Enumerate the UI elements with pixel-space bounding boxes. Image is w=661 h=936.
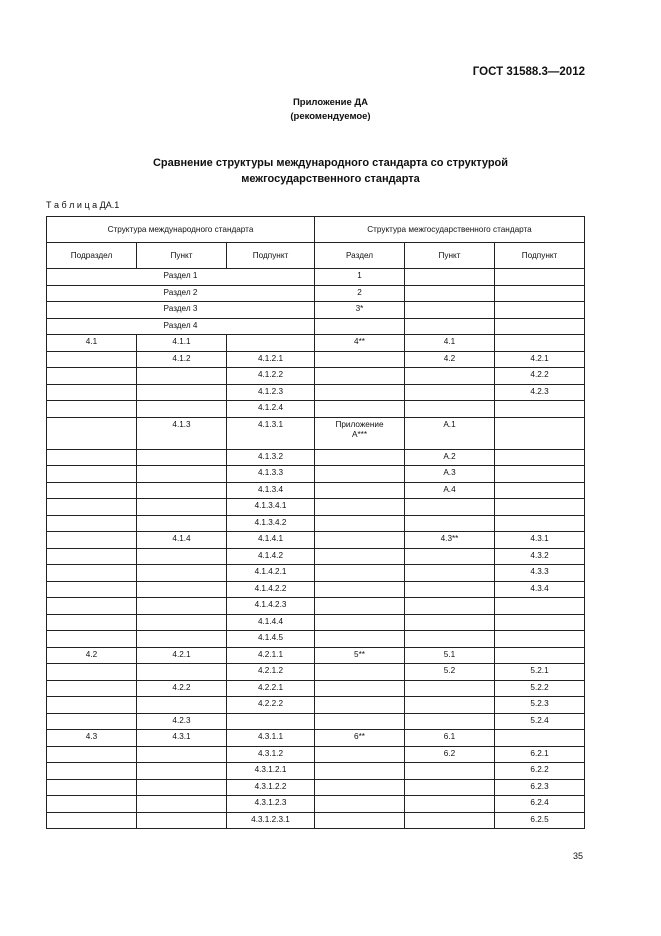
table-row — [47, 466, 585, 483]
table-cell — [47, 515, 137, 532]
table-cell — [137, 368, 227, 385]
annex-heading — [0, 96, 661, 124]
table-cell — [495, 417, 585, 449]
table-cell — [495, 515, 585, 532]
table-cell: 4.3.1.2.3 — [227, 796, 315, 813]
column-header-section: Раздел — [315, 243, 405, 269]
table-row — [47, 730, 585, 747]
table-cell — [137, 565, 227, 582]
table-cell: 4.3.1.1 — [227, 730, 315, 747]
table-row — [47, 763, 585, 780]
table-cell: Приложение А*** — [315, 417, 405, 449]
table-cell — [315, 614, 405, 631]
table-cell: 4.1 — [47, 335, 137, 352]
table-cell — [47, 417, 137, 449]
table-cell: 4.3.2 — [495, 548, 585, 565]
column-header-subclause: Подпункт — [227, 243, 315, 269]
table-cell: 4.1.4.2 — [227, 548, 315, 565]
table-cell: 4.2.2.2 — [227, 697, 315, 714]
table-cell — [47, 368, 137, 385]
table-cell — [315, 697, 405, 714]
table-cell — [47, 565, 137, 582]
table-cell — [405, 581, 495, 598]
table-row — [47, 515, 585, 532]
document-code: ГОСТ 31588.3—2012 — [472, 66, 585, 78]
table-row — [47, 401, 585, 418]
table-cell: 4.3.1.2.1 — [227, 763, 315, 780]
table-cell — [315, 532, 405, 549]
table-cell — [495, 302, 585, 319]
page-title-line-2: межгосударственного стандарта — [241, 173, 420, 185]
table-cell — [47, 763, 137, 780]
table-cell: 4.1.4.2.2 — [227, 581, 315, 598]
column-header-subsection: Подраздел — [47, 243, 137, 269]
table-cell — [495, 614, 585, 631]
table-cell: 5.2.2 — [495, 680, 585, 697]
table-cell — [47, 796, 137, 813]
table-cell — [47, 548, 137, 565]
table-cell — [137, 746, 227, 763]
table-cell: 4.1.2.2 — [227, 368, 315, 385]
table-row — [47, 796, 585, 813]
table-row — [47, 647, 585, 664]
table-cell: 4.2.3 — [137, 713, 227, 730]
table-cell — [137, 763, 227, 780]
table-cell — [315, 680, 405, 697]
table-cell — [405, 285, 495, 302]
table-cell: 4.1 — [405, 335, 495, 352]
annex-subtitle: (рекомендуемое) — [290, 111, 371, 122]
table-cell: 4.3** — [405, 532, 495, 549]
table-cell — [47, 680, 137, 697]
table-cell: 4.2.1 — [495, 351, 585, 368]
page-number: 35 — [572, 851, 583, 861]
table-cell — [47, 351, 137, 368]
table-row — [47, 548, 585, 565]
table-cell — [137, 466, 227, 483]
table-cell — [315, 581, 405, 598]
table-cell — [315, 368, 405, 385]
table-cell: А.2 — [405, 449, 495, 466]
table-cell — [137, 812, 227, 829]
table-cell — [495, 401, 585, 418]
table-cell: 4.2 — [47, 647, 137, 664]
table-cell: 6** — [315, 730, 405, 747]
table-caption: Т а б л и ц а ДА.1 — [46, 200, 120, 210]
table-row — [47, 417, 585, 449]
table-cell: Раздел 4 — [47, 318, 315, 335]
table-cell: 4.1.3 — [137, 417, 227, 449]
table-cell — [495, 285, 585, 302]
table-row — [47, 746, 585, 763]
table-cell — [137, 449, 227, 466]
table-cell — [137, 499, 227, 516]
table-row — [47, 664, 585, 681]
table-cell — [47, 746, 137, 763]
table-cell — [315, 401, 405, 418]
table-cell — [405, 614, 495, 631]
table-cell — [315, 482, 405, 499]
table-cell — [315, 384, 405, 401]
table-cell — [495, 482, 585, 499]
table-cell: 5.1 — [405, 647, 495, 664]
table-cell — [405, 318, 495, 335]
table-cell: 4.1.4 — [137, 532, 227, 549]
table-cell: 6.2.3 — [495, 779, 585, 796]
table-cell — [47, 598, 137, 615]
table-cell — [315, 796, 405, 813]
table-cell: 6.2 — [405, 746, 495, 763]
table-row — [47, 269, 585, 286]
table-row — [47, 598, 585, 615]
table-cell — [227, 713, 315, 730]
table-cell — [47, 581, 137, 598]
table-cell — [315, 565, 405, 582]
table-cell — [405, 384, 495, 401]
table-cell — [405, 713, 495, 730]
table-cell: 4.1.4.4 — [227, 614, 315, 631]
table-cell: 5.2.1 — [495, 664, 585, 681]
table-cell — [227, 335, 315, 352]
table-cell: 4.3.1 — [495, 532, 585, 549]
page-title-line-1: Сравнение структуры международного стандарта со структурой — [152, 157, 509, 169]
table-cell — [137, 515, 227, 532]
table-cell — [47, 631, 137, 648]
table-cell: 4.1.1 — [137, 335, 227, 352]
table-cell — [315, 499, 405, 516]
table-cell: 4.2.2 — [495, 368, 585, 385]
table-cell — [137, 631, 227, 648]
table-cell — [47, 384, 137, 401]
table-cell — [405, 548, 495, 565]
table-cell — [47, 449, 137, 466]
table-cell — [137, 779, 227, 796]
table-cell — [315, 598, 405, 615]
page-title — [0, 155, 661, 187]
table-cell — [495, 631, 585, 648]
table-cell — [137, 482, 227, 499]
table-cell — [405, 565, 495, 582]
table-cell — [315, 812, 405, 829]
table-cell — [137, 614, 227, 631]
table-cell: 6.2.1 — [495, 746, 585, 763]
table-cell — [405, 598, 495, 615]
table-cell — [495, 647, 585, 664]
table-cell — [405, 499, 495, 516]
table-cell: 4.2.2.1 — [227, 680, 315, 697]
table-cell: 4.1.2.1 — [227, 351, 315, 368]
table-cell — [405, 269, 495, 286]
table-cell: 6.2.5 — [495, 812, 585, 829]
table-cell: Раздел 2 — [47, 285, 315, 302]
table-row — [47, 368, 585, 385]
table-cell: 4.3.1 — [137, 730, 227, 747]
table-cell — [315, 746, 405, 763]
table-cell — [495, 598, 585, 615]
table-cell: 4.1.3.2 — [227, 449, 315, 466]
table-cell: Раздел 3 — [47, 302, 315, 319]
table-cell: 4.1.2 — [137, 351, 227, 368]
table-cell: 1 — [315, 269, 405, 286]
table-row — [47, 581, 585, 598]
table-cell: 4.1.3.4 — [227, 482, 315, 499]
table-row — [47, 285, 585, 302]
table-cell: 4.3.1.2.3.1 — [227, 812, 315, 829]
table-cell — [47, 482, 137, 499]
table-cell — [495, 318, 585, 335]
table-cell: 4.2.1.1 — [227, 647, 315, 664]
table-cell: А.3 — [405, 466, 495, 483]
table-cell — [315, 548, 405, 565]
table-row — [47, 631, 585, 648]
table-cell — [495, 499, 585, 516]
table-cell — [47, 466, 137, 483]
table-row — [47, 449, 585, 466]
table-cell: 4.2.2 — [137, 680, 227, 697]
table-row — [47, 351, 585, 368]
column-header-subclause-interstate: Подпункт — [495, 243, 585, 269]
table-cell — [137, 401, 227, 418]
table-cell: 4.1.2.4 — [227, 401, 315, 418]
table-cell: 4.2 — [405, 351, 495, 368]
table-cell — [137, 384, 227, 401]
table-cell — [47, 401, 137, 418]
table-cell — [137, 664, 227, 681]
table-cell: 4.2.3 — [495, 384, 585, 401]
table-cell — [495, 449, 585, 466]
table-cell: 4.1.3.4.1 — [227, 499, 315, 516]
annex-title: Приложение ДА — [292, 97, 369, 108]
table-cell: А.1 — [405, 417, 495, 449]
table-cell — [405, 697, 495, 714]
table-cell — [137, 598, 227, 615]
table-cell — [495, 269, 585, 286]
table-cell — [495, 335, 585, 352]
table-cell: 4** — [315, 335, 405, 352]
table-cell: 5.2.3 — [495, 697, 585, 714]
table-cell: 4.1.4.2.3 — [227, 598, 315, 615]
table-cell — [405, 368, 495, 385]
table-cell: 4.1.4.2.1 — [227, 565, 315, 582]
table-cell: А.4 — [405, 482, 495, 499]
table-cell: 5.2 — [405, 664, 495, 681]
table-cell: 4.1.4.5 — [227, 631, 315, 648]
table-row — [47, 565, 585, 582]
table-cell — [405, 812, 495, 829]
table-cell: 4.1.3.4.2 — [227, 515, 315, 532]
table-cell — [315, 779, 405, 796]
table-body — [47, 269, 585, 829]
table-cell — [315, 351, 405, 368]
table-cell — [137, 697, 227, 714]
table-cell — [315, 466, 405, 483]
table-cell — [47, 779, 137, 796]
table-cell — [405, 302, 495, 319]
table-cell — [315, 449, 405, 466]
table-cell: 4.3.1.2 — [227, 746, 315, 763]
table-row — [47, 532, 585, 549]
table-cell: 4.1.3.3 — [227, 466, 315, 483]
table-cell: 4.3.4 — [495, 581, 585, 598]
table-cell — [405, 401, 495, 418]
table-cell — [47, 713, 137, 730]
comparison-table — [46, 216, 585, 829]
group-header-interstate: Структура межгосударственного стандарта — [315, 217, 585, 243]
table-cell — [405, 763, 495, 780]
table-row — [47, 335, 585, 352]
table-cell — [47, 532, 137, 549]
table-cell — [405, 515, 495, 532]
table-row — [47, 713, 585, 730]
table-cell — [315, 713, 405, 730]
table-cell: 6.2.4 — [495, 796, 585, 813]
table-cell: 4.1.3.1 — [227, 417, 315, 449]
table-cell — [405, 779, 495, 796]
table-cell — [315, 631, 405, 648]
table-cell — [47, 697, 137, 714]
table-cell: 4.1.2.3 — [227, 384, 315, 401]
table-cell — [405, 680, 495, 697]
table-cell: 4.3 — [47, 730, 137, 747]
table-cell — [47, 614, 137, 631]
table-row — [47, 499, 585, 516]
table-cell: 6.1 — [405, 730, 495, 747]
comparison-table-wrapper — [46, 216, 584, 829]
group-header-international: Структура международного стандарта — [47, 217, 315, 243]
table-row — [47, 680, 585, 697]
table-cell — [47, 812, 137, 829]
table-cell: 6.2.2 — [495, 763, 585, 780]
table-cell: 4.3.1.2.2 — [227, 779, 315, 796]
table-cell: Раздел 1 — [47, 269, 315, 286]
table-cell — [137, 796, 227, 813]
table-cell — [47, 664, 137, 681]
table-cell — [405, 631, 495, 648]
table-cell: 5.2.4 — [495, 713, 585, 730]
table-cell — [137, 581, 227, 598]
table-cell — [315, 515, 405, 532]
table-cell: 3* — [315, 302, 405, 319]
table-row — [47, 697, 585, 714]
table-row — [47, 318, 585, 335]
table-cell: 4.3.3 — [495, 565, 585, 582]
table-cell: 4.2.1.2 — [227, 664, 315, 681]
table-cell — [315, 664, 405, 681]
table-row — [47, 384, 585, 401]
table-row — [47, 779, 585, 796]
table-cell — [137, 548, 227, 565]
table-cell — [405, 796, 495, 813]
column-header-clause-interstate: Пункт — [405, 243, 495, 269]
table-cell — [315, 763, 405, 780]
table-cell — [315, 318, 405, 335]
table-cell: 5** — [315, 647, 405, 664]
table-cell: 4.2.1 — [137, 647, 227, 664]
table-row — [47, 302, 585, 319]
table-cell: 4.1.4.1 — [227, 532, 315, 549]
table-row — [47, 614, 585, 631]
table-row — [47, 812, 585, 829]
table-cell — [495, 730, 585, 747]
column-header-clause: Пункт — [137, 243, 227, 269]
table-row — [47, 482, 585, 499]
table-cell — [495, 466, 585, 483]
table-cell — [47, 499, 137, 516]
table-cell: 2 — [315, 285, 405, 302]
